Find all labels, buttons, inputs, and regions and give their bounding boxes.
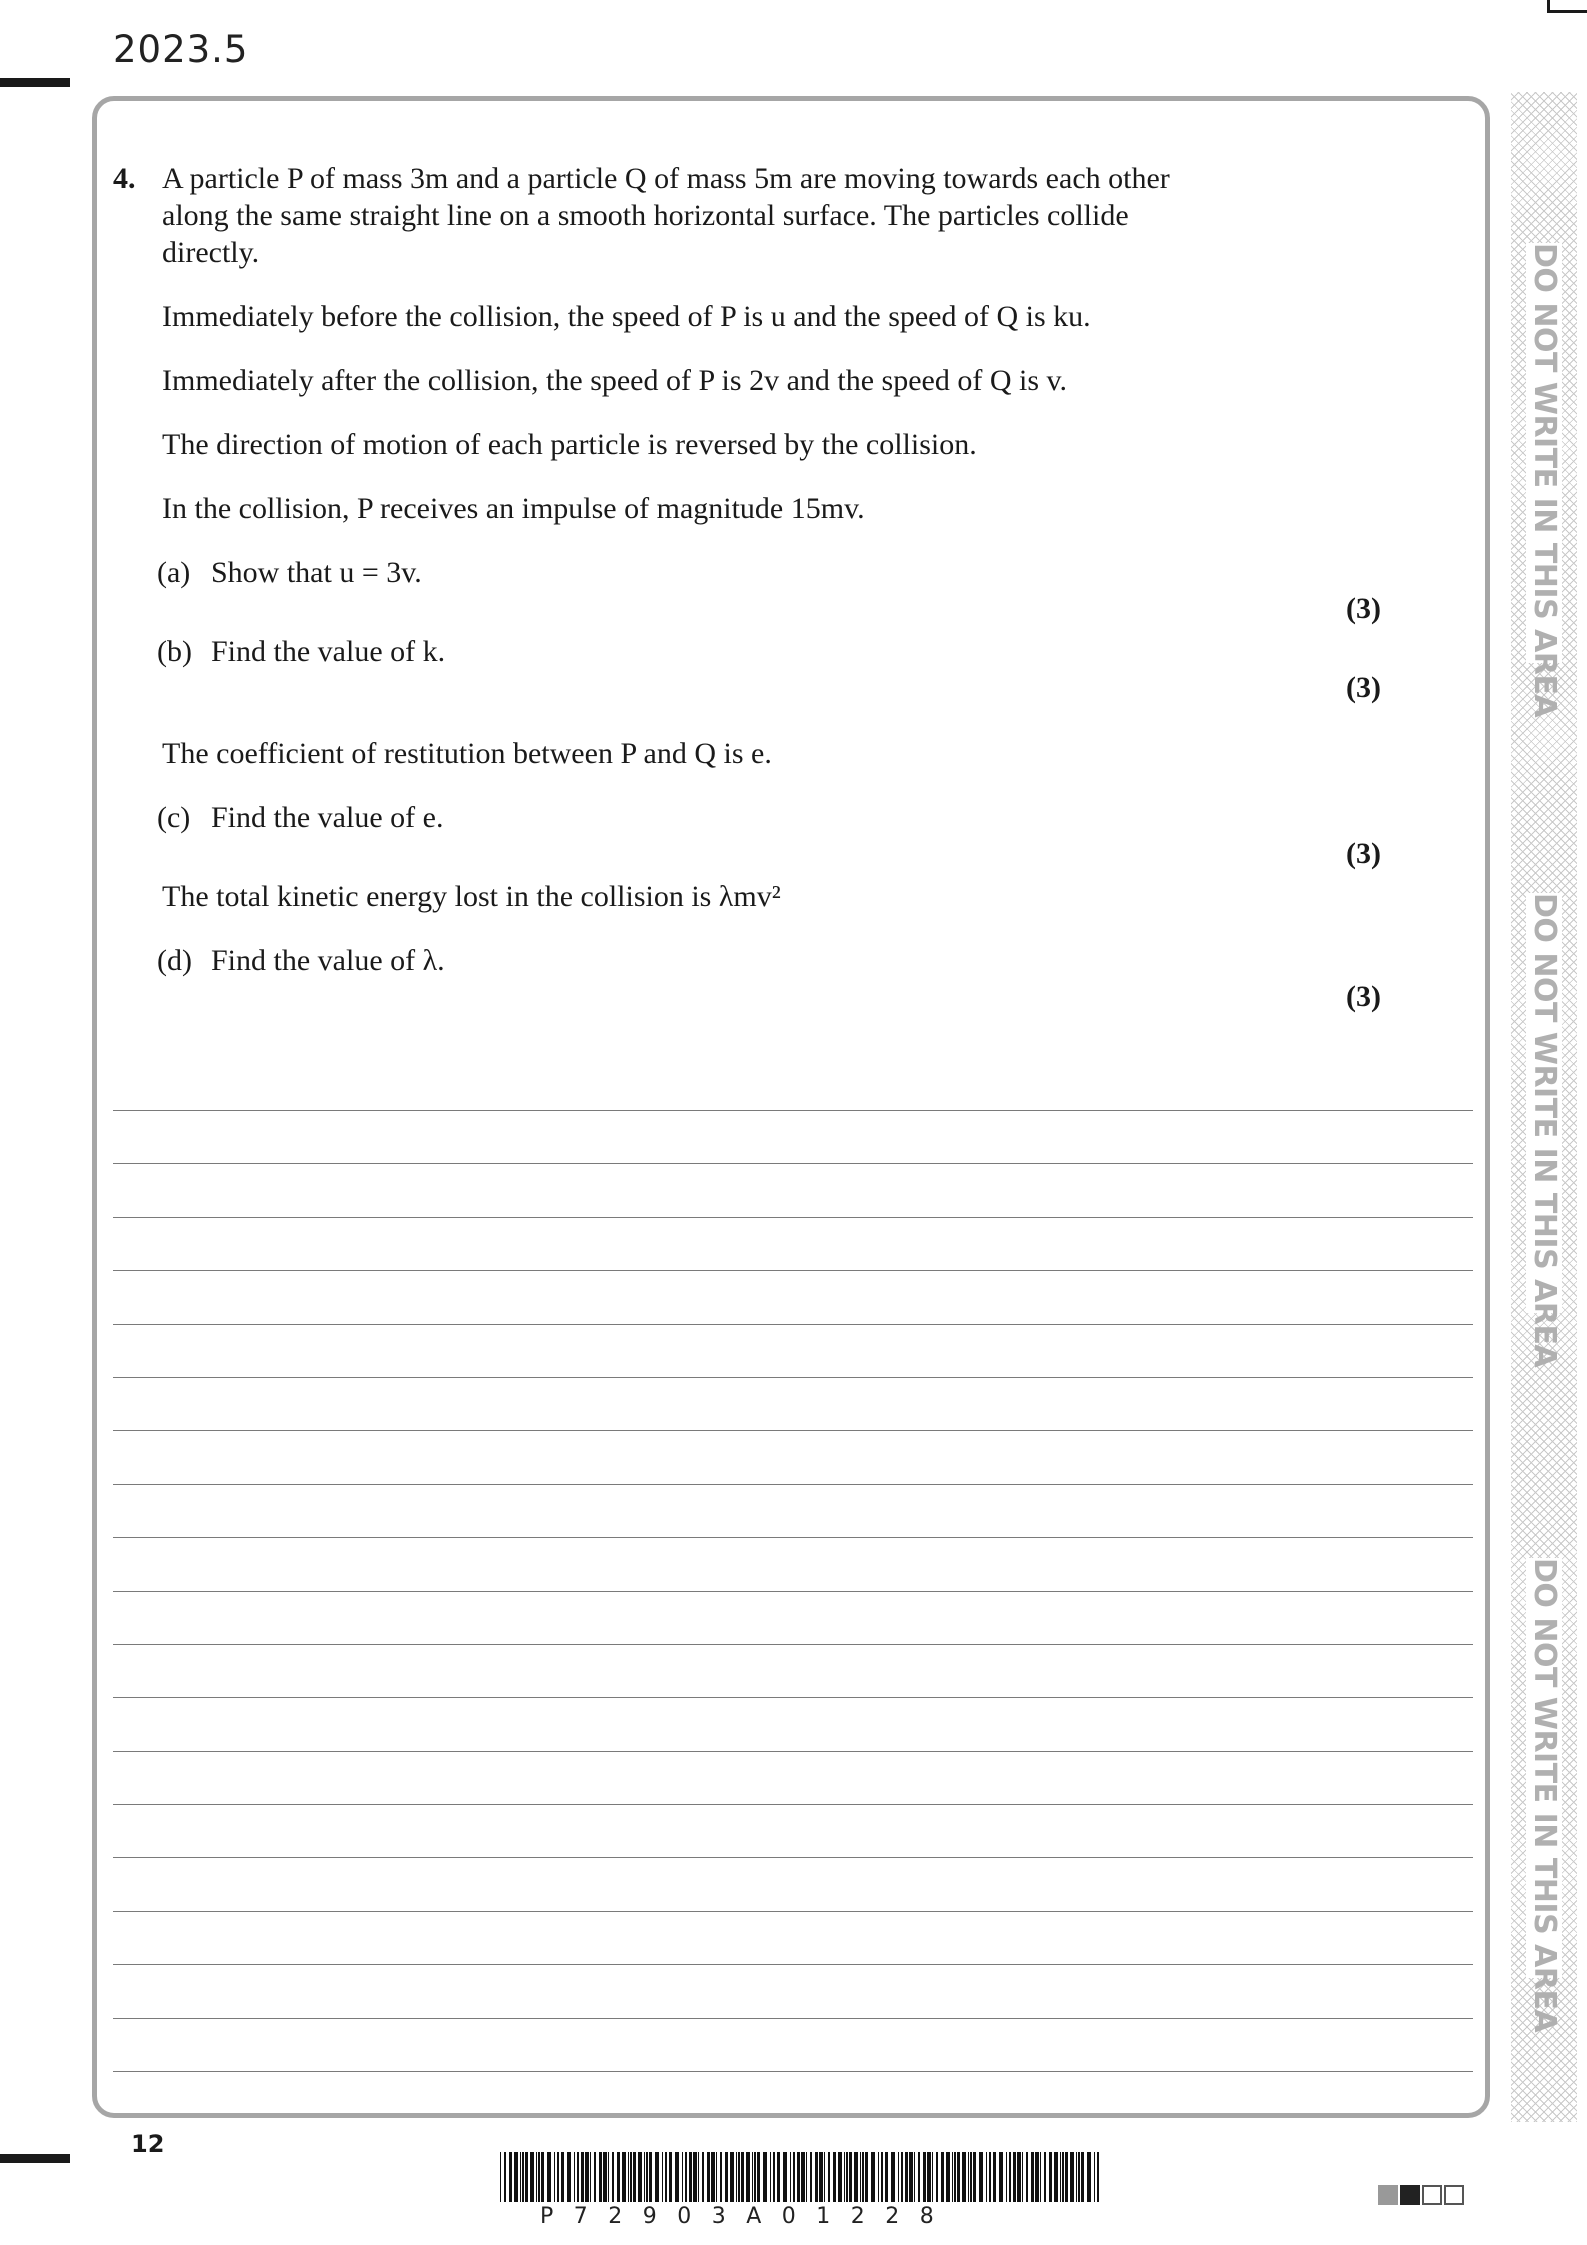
part-c xyxy=(157,799,1383,870)
registration-mark-top-left xyxy=(0,78,70,87)
part-b xyxy=(157,633,1383,704)
answer-line[interactable] xyxy=(113,1804,1473,1857)
answer-line[interactable] xyxy=(113,1110,1473,1163)
answer-line[interactable] xyxy=(113,1857,1473,1910)
indicator-block-3 xyxy=(1422,2185,1442,2205)
answer-line[interactable] xyxy=(113,1484,1473,1537)
answer-line[interactable] xyxy=(113,1911,1473,1964)
crop-mark-top-right xyxy=(1547,0,1587,13)
question-body xyxy=(157,160,1383,1013)
answer-line[interactable] xyxy=(113,1377,1473,1430)
part-b-marks: (3) xyxy=(1346,671,1381,704)
answer-line[interactable] xyxy=(113,2071,1473,2124)
part-d-label: (d) xyxy=(157,944,192,977)
intro-line-1: A particle P of mass 3m and a particle Q of mass 5m are moving towards each other xyxy=(162,162,1170,195)
paper-date: 2023.5 xyxy=(113,28,249,71)
part-a xyxy=(157,554,1383,625)
answer-line[interactable] xyxy=(113,1591,1473,1644)
part-a-label: (a) xyxy=(157,556,191,589)
answer-line[interactable] xyxy=(113,1964,1473,2017)
page-number: 12 xyxy=(131,2130,165,2158)
barcode-text: P72903A01228 xyxy=(540,2204,955,2229)
margin-notice-bottom: DO NOT WRITE IN THIS AREA xyxy=(1527,1558,1562,2033)
answer-line[interactable] xyxy=(113,1644,1473,1697)
question-intro xyxy=(162,160,1383,271)
answer-line[interactable] xyxy=(113,1270,1473,1323)
impulse-statement: In the collision, P receives an impulse of magnitude 15mv. xyxy=(162,492,865,525)
margin-notice-top: DO NOT WRITE IN THIS AREA xyxy=(1527,243,1562,718)
after-statement: Immediately after the collision, the speed of P is 2v and the speed of Q is v. xyxy=(162,364,1068,397)
part-d xyxy=(157,942,1383,1013)
answer-line[interactable] xyxy=(113,1430,1473,1483)
page-position-indicator xyxy=(1378,2185,1464,2205)
answer-line[interactable] xyxy=(113,1751,1473,1804)
part-d-text: Find the value of λ. xyxy=(211,944,445,977)
answer-line[interactable] xyxy=(113,2018,1473,2071)
registration-mark-bottom-left xyxy=(0,2154,70,2163)
answer-line[interactable] xyxy=(113,1217,1473,1270)
indicator-block-2 xyxy=(1400,2185,1420,2205)
question-4 xyxy=(113,160,1383,1013)
direction-statement: The direction of motion of each particle is reversed by the collision. xyxy=(162,428,977,461)
part-c-label: (c) xyxy=(157,801,191,834)
answer-line[interactable] xyxy=(113,1537,1473,1590)
intro-line-2: along the same straight line on a smooth horizontal surface. The particles collide xyxy=(162,199,1129,232)
part-d-marks: (3) xyxy=(1346,980,1381,1013)
part-a-text: Show that u = 3v. xyxy=(211,556,422,589)
margin-notice-middle: DO NOT WRITE IN THIS AREA xyxy=(1527,893,1562,1368)
part-c-marks: (3) xyxy=(1346,837,1381,870)
question-number: 4. xyxy=(113,162,136,195)
before-statement: Immediately before the collision, the speed of P is u and the speed of Q is ku. xyxy=(162,300,1091,333)
part-b-text: Find the value of k. xyxy=(211,635,446,668)
indicator-block-4 xyxy=(1444,2185,1464,2205)
barcode-icon xyxy=(500,2152,1110,2202)
answer-lines[interactable] xyxy=(113,1110,1473,2124)
answer-line[interactable] xyxy=(113,1324,1473,1377)
answer-line[interactable] xyxy=(113,1163,1473,1216)
answer-line[interactable] xyxy=(113,1697,1473,1750)
restitution-statement: The coefficient of restitution between P and Q is e. xyxy=(162,737,772,770)
kinetic-energy-statement: The total kinetic energy lost in the collision is λmv² xyxy=(162,880,781,913)
part-a-marks: (3) xyxy=(1346,592,1381,625)
part-c-text: Find the value of e. xyxy=(211,801,444,834)
indicator-block-1 xyxy=(1378,2185,1398,2205)
part-b-label: (b) xyxy=(157,635,192,668)
intro-line-3: directly. xyxy=(162,236,260,269)
